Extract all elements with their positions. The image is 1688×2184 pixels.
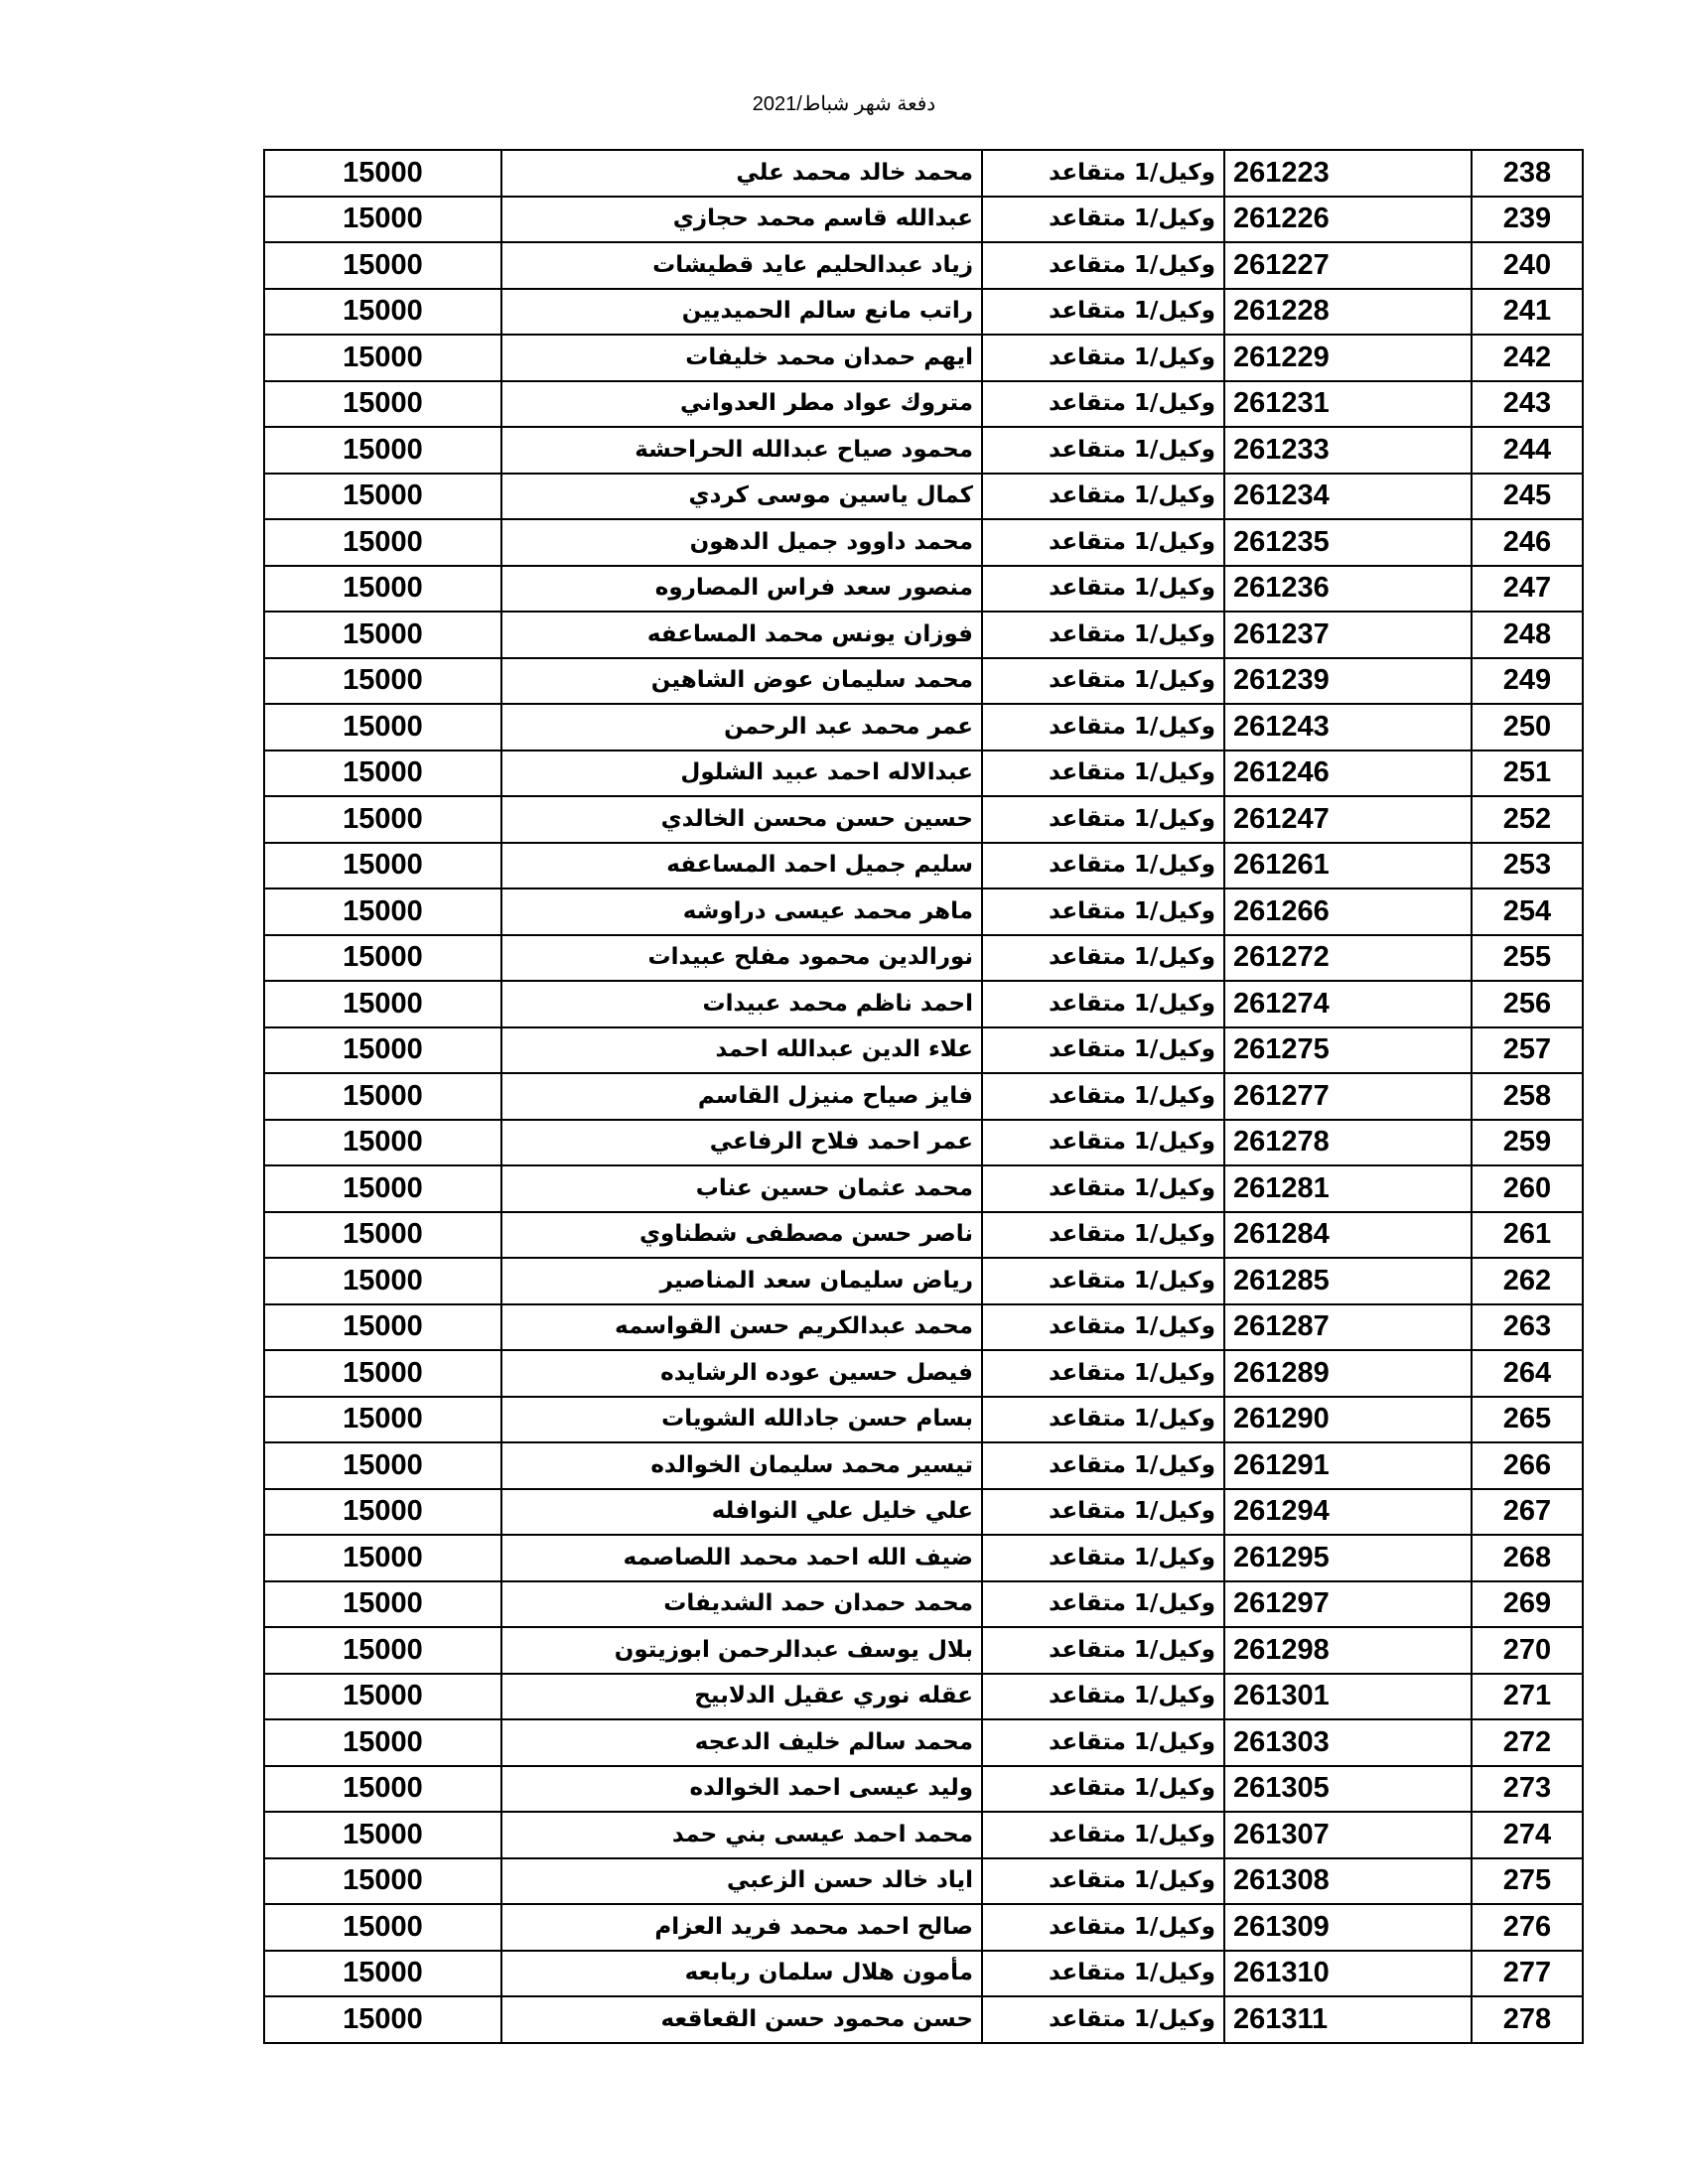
sequence-cell: 244 — [1472, 427, 1583, 474]
table-row — [264, 427, 1583, 474]
id-number-cell: 261243 — [1224, 704, 1472, 751]
rank-cell: وكيل/1 متقاعد — [982, 1073, 1224, 1120]
rank-cell: وكيل/1 متقاعد — [982, 566, 1224, 613]
id-number-cell: 261236 — [1224, 566, 1472, 613]
table-row — [264, 935, 1583, 982]
sequence-cell: 262 — [1472, 1258, 1583, 1304]
table-row — [264, 751, 1583, 797]
table-row — [264, 1719, 1583, 1766]
table-row — [264, 1674, 1583, 1720]
id-number-cell: 261310 — [1224, 1951, 1472, 1997]
amount-cell: 15000 — [264, 1719, 501, 1766]
id-number-cell: 261261 — [1224, 843, 1472, 889]
table-row — [264, 1951, 1583, 1997]
table-row — [264, 658, 1583, 705]
name-cell: زياد عبدالحليم عايد قطيشات — [501, 242, 982, 289]
id-number-cell: 261229 — [1224, 335, 1472, 381]
rank-cell: وكيل/1 متقاعد — [982, 935, 1224, 982]
amount-cell: 15000 — [264, 1397, 501, 1443]
table-row — [264, 519, 1583, 566]
amount-cell: 15000 — [264, 1996, 501, 2043]
sequence-cell: 277 — [1472, 1951, 1583, 1997]
name-cell: عمر احمد فلاح الرفاعي — [501, 1120, 982, 1166]
sequence-cell: 257 — [1472, 1027, 1583, 1074]
name-cell: وليد عيسى احمد الخوالده — [501, 1766, 982, 1813]
table-row — [264, 612, 1583, 658]
amount-cell: 15000 — [264, 612, 501, 658]
table-row — [264, 1027, 1583, 1074]
sequence-cell: 273 — [1472, 1766, 1583, 1813]
roster-body — [264, 150, 1583, 2043]
table-row — [264, 1397, 1583, 1443]
name-cell: بسام حسن جادالله الشويات — [501, 1397, 982, 1443]
rank-cell: وكيل/1 متقاعد — [982, 1027, 1224, 1074]
name-cell: نورالدين محمود مفلح عبيدات — [501, 935, 982, 982]
sequence-cell: 253 — [1472, 843, 1583, 889]
name-cell: حسين حسن محسن الخالدي — [501, 796, 982, 843]
amount-cell: 15000 — [264, 1858, 501, 1905]
rank-cell: وكيل/1 متقاعد — [982, 1858, 1224, 1905]
amount-cell: 15000 — [264, 1165, 501, 1212]
page-title: دفعة شهر شباط/2021 — [752, 93, 936, 115]
rank-cell: وكيل/1 متقاعد — [982, 1719, 1224, 1766]
rank-cell: وكيل/1 متقاعد — [982, 335, 1224, 381]
sequence-cell: 275 — [1472, 1858, 1583, 1905]
id-number-cell: 261237 — [1224, 612, 1472, 658]
name-cell: محمد سالم خليف الدعجه — [501, 1719, 982, 1766]
table-row — [264, 335, 1583, 381]
name-cell: عبدالاله احمد عبيد الشلول — [501, 751, 982, 797]
sequence-cell: 249 — [1472, 658, 1583, 705]
table-row — [264, 566, 1583, 613]
table-row — [264, 474, 1583, 520]
table-row — [264, 1581, 1583, 1628]
id-number-cell: 261307 — [1224, 1812, 1472, 1858]
id-number-cell: 261234 — [1224, 474, 1472, 520]
name-cell: محمد سليمان عوض الشاهين — [501, 658, 982, 705]
id-number-cell: 261233 — [1224, 427, 1472, 474]
name-cell: اياد خالد حسن الزعبي — [501, 1858, 982, 1905]
table-row — [264, 1812, 1583, 1858]
name-cell: ناصر حسن مصطفى شطناوي — [501, 1212, 982, 1259]
id-number-cell: 261284 — [1224, 1212, 1472, 1259]
name-cell: ماهر محمد عيسى دراوشه — [501, 888, 982, 935]
amount-cell: 15000 — [264, 242, 501, 289]
rank-cell: وكيل/1 متقاعد — [982, 1258, 1224, 1304]
id-number-cell: 261226 — [1224, 197, 1472, 243]
amount-cell: 15000 — [264, 751, 501, 797]
sequence-cell: 238 — [1472, 150, 1583, 197]
name-cell: فايز صياح منيزل القاسم — [501, 1073, 982, 1120]
table-row — [264, 888, 1583, 935]
id-number-cell: 261235 — [1224, 519, 1472, 566]
amount-cell: 15000 — [264, 981, 501, 1027]
rank-cell: وكيل/1 متقاعد — [982, 1165, 1224, 1212]
table-row — [264, 1350, 1583, 1397]
amount-cell: 15000 — [264, 519, 501, 566]
rank-cell: وكيل/1 متقاعد — [982, 381, 1224, 428]
table-row — [264, 796, 1583, 843]
sequence-cell: 245 — [1472, 474, 1583, 520]
table-row — [264, 1304, 1583, 1351]
table-row — [264, 1258, 1583, 1304]
amount-cell: 15000 — [264, 796, 501, 843]
rank-cell: وكيل/1 متقاعد — [982, 1397, 1224, 1443]
rank-cell: وكيل/1 متقاعد — [982, 1489, 1224, 1536]
name-cell: محمود صياح عبدالله الحراحشة — [501, 427, 982, 474]
rank-cell: وكيل/1 متقاعد — [982, 1304, 1224, 1351]
table-row — [264, 1442, 1583, 1489]
id-number-cell: 261274 — [1224, 981, 1472, 1027]
sequence-cell: 264 — [1472, 1350, 1583, 1397]
table-row — [264, 1858, 1583, 1905]
amount-cell: 15000 — [264, 1304, 501, 1351]
name-cell: رياض سليمان سعد المناصير — [501, 1258, 982, 1304]
amount-cell: 15000 — [264, 1073, 501, 1120]
name-cell: ايهم حمدان محمد خليفات — [501, 335, 982, 381]
rank-cell: وكيل/1 متقاعد — [982, 843, 1224, 889]
name-cell: كمال ياسين موسى كردي — [501, 474, 982, 520]
id-number-cell: 261266 — [1224, 888, 1472, 935]
name-cell: حسن محمود حسن القعاقعه — [501, 1996, 982, 2043]
name-cell: ضيف الله احمد محمد اللصاصمه — [501, 1535, 982, 1581]
rank-cell: وكيل/1 متقاعد — [982, 1996, 1224, 2043]
sequence-cell: 265 — [1472, 1397, 1583, 1443]
rank-cell: وكيل/1 متقاعد — [982, 1766, 1224, 1813]
sequence-cell: 269 — [1472, 1581, 1583, 1628]
table-row — [264, 1904, 1583, 1951]
sequence-cell: 276 — [1472, 1904, 1583, 1951]
amount-cell: 15000 — [264, 1442, 501, 1489]
id-number-cell: 261272 — [1224, 935, 1472, 982]
sequence-cell: 271 — [1472, 1674, 1583, 1720]
table-row — [264, 1120, 1583, 1166]
name-cell: فوزان يونس محمد المساعفه — [501, 612, 982, 658]
rank-cell: وكيل/1 متقاعد — [982, 289, 1224, 336]
rank-cell: وكيل/1 متقاعد — [982, 474, 1224, 520]
table-row — [264, 1212, 1583, 1259]
amount-cell: 15000 — [264, 1627, 501, 1674]
sequence-cell: 260 — [1472, 1165, 1583, 1212]
amount-cell: 15000 — [264, 197, 501, 243]
amount-cell: 15000 — [264, 1120, 501, 1166]
amount-cell: 15000 — [264, 566, 501, 613]
amount-cell: 15000 — [264, 1027, 501, 1074]
table-row — [264, 242, 1583, 289]
sequence-cell: 251 — [1472, 751, 1583, 797]
sequence-cell: 243 — [1472, 381, 1583, 428]
sequence-cell: 278 — [1472, 1996, 1583, 2043]
rank-cell: وكيل/1 متقاعد — [982, 981, 1224, 1027]
rank-cell: وكيل/1 متقاعد — [982, 612, 1224, 658]
amount-cell: 15000 — [264, 1350, 501, 1397]
name-cell: سليم جميل احمد المساعفه — [501, 843, 982, 889]
id-number-cell: 261309 — [1224, 1904, 1472, 1951]
sequence-cell: 270 — [1472, 1627, 1583, 1674]
sequence-cell: 268 — [1472, 1535, 1583, 1581]
rank-cell: وكيل/1 متقاعد — [982, 150, 1224, 197]
table-row — [264, 1073, 1583, 1120]
id-number-cell: 261291 — [1224, 1442, 1472, 1489]
amount-cell: 15000 — [264, 289, 501, 336]
sequence-cell: 255 — [1472, 935, 1583, 982]
amount-cell: 15000 — [264, 1489, 501, 1536]
table-row — [264, 704, 1583, 751]
id-number-cell: 261301 — [1224, 1674, 1472, 1720]
table-row — [264, 289, 1583, 336]
sequence-cell: 258 — [1472, 1073, 1583, 1120]
amount-cell: 15000 — [264, 704, 501, 751]
name-cell: تيسير محمد سليمان الخوالده — [501, 1442, 982, 1489]
id-number-cell: 261228 — [1224, 289, 1472, 336]
rank-cell: وكيل/1 متقاعد — [982, 197, 1224, 243]
amount-cell: 15000 — [264, 150, 501, 197]
sequence-cell: 261 — [1472, 1212, 1583, 1259]
rank-cell: وكيل/1 متقاعد — [982, 519, 1224, 566]
table-row — [264, 1627, 1583, 1674]
amount-cell: 15000 — [264, 1581, 501, 1628]
table-row — [264, 150, 1583, 197]
table-row — [264, 197, 1583, 243]
sequence-cell: 241 — [1472, 289, 1583, 336]
name-cell: احمد ناظم محمد عبيدات — [501, 981, 982, 1027]
amount-cell: 15000 — [264, 1766, 501, 1813]
amount-cell: 15000 — [264, 381, 501, 428]
id-number-cell: 261247 — [1224, 796, 1472, 843]
rank-cell: وكيل/1 متقاعد — [982, 1674, 1224, 1720]
sequence-cell: 239 — [1472, 197, 1583, 243]
table-row — [264, 843, 1583, 889]
rank-cell: وكيل/1 متقاعد — [982, 1442, 1224, 1489]
name-cell: عبدالله قاسم محمد حجازي — [501, 197, 982, 243]
amount-cell: 15000 — [264, 843, 501, 889]
sequence-cell: 252 — [1472, 796, 1583, 843]
id-number-cell: 261298 — [1224, 1627, 1472, 1674]
amount-cell: 15000 — [264, 1535, 501, 1581]
sequence-cell: 274 — [1472, 1812, 1583, 1858]
id-number-cell: 261277 — [1224, 1073, 1472, 1120]
id-number-cell: 261285 — [1224, 1258, 1472, 1304]
table-row — [264, 381, 1583, 428]
rank-cell: وكيل/1 متقاعد — [982, 888, 1224, 935]
sequence-cell: 240 — [1472, 242, 1583, 289]
amount-cell: 15000 — [264, 335, 501, 381]
amount-cell: 15000 — [264, 935, 501, 982]
name-cell: صالح احمد محمد فريد العزام — [501, 1904, 982, 1951]
table-row — [264, 1165, 1583, 1212]
rank-cell: وكيل/1 متقاعد — [982, 658, 1224, 705]
id-number-cell: 261290 — [1224, 1397, 1472, 1443]
id-number-cell: 261287 — [1224, 1304, 1472, 1351]
table-row — [264, 1996, 1583, 2043]
amount-cell: 15000 — [264, 427, 501, 474]
id-number-cell: 261239 — [1224, 658, 1472, 705]
id-number-cell: 261295 — [1224, 1535, 1472, 1581]
name-cell: محمد عثمان حسين عناب — [501, 1165, 982, 1212]
sequence-cell: 266 — [1472, 1442, 1583, 1489]
id-number-cell: 261275 — [1224, 1027, 1472, 1074]
amount-cell: 15000 — [264, 1951, 501, 1997]
rank-cell: وكيل/1 متقاعد — [982, 1535, 1224, 1581]
table-row — [264, 1766, 1583, 1813]
sequence-cell: 254 — [1472, 888, 1583, 935]
sequence-cell: 248 — [1472, 612, 1583, 658]
amount-cell: 15000 — [264, 474, 501, 520]
name-cell: مأمون هلال سلمان ربابعه — [501, 1951, 982, 1997]
rank-cell: وكيل/1 متقاعد — [982, 1812, 1224, 1858]
name-cell: عمر محمد عبد الرحمن — [501, 704, 982, 751]
table-row — [264, 981, 1583, 1027]
id-number-cell: 261231 — [1224, 381, 1472, 428]
name-cell: بلال يوسف عبدالرحمن ابوزيتون — [501, 1627, 982, 1674]
rank-cell: وكيل/1 متقاعد — [982, 751, 1224, 797]
rank-cell: وكيل/1 متقاعد — [982, 1904, 1224, 1951]
name-cell: محمد عبدالكريم حسن القواسمه — [501, 1304, 982, 1351]
id-number-cell: 261278 — [1224, 1120, 1472, 1166]
amount-cell: 15000 — [264, 1212, 501, 1259]
sequence-cell: 256 — [1472, 981, 1583, 1027]
sequence-cell: 242 — [1472, 335, 1583, 381]
sequence-cell: 263 — [1472, 1304, 1583, 1351]
sequence-cell: 272 — [1472, 1719, 1583, 1766]
rank-cell: وكيل/1 متقاعد — [982, 1951, 1224, 1997]
name-cell: محمد حمدان حمد الشديفات — [501, 1581, 982, 1628]
id-number-cell: 261305 — [1224, 1766, 1472, 1813]
rank-cell: وكيل/1 متقاعد — [982, 1120, 1224, 1166]
rank-cell: وكيل/1 متقاعد — [982, 242, 1224, 289]
amount-cell: 15000 — [264, 1674, 501, 1720]
amount-cell: 15000 — [264, 658, 501, 705]
sequence-cell: 250 — [1472, 704, 1583, 751]
rank-cell: وكيل/1 متقاعد — [982, 427, 1224, 474]
name-cell: راتب مانع سالم الحميديين — [501, 289, 982, 336]
name-cell: محمد خالد محمد علي — [501, 150, 982, 197]
rank-cell: وكيل/1 متقاعد — [982, 1581, 1224, 1628]
id-number-cell: 261223 — [1224, 150, 1472, 197]
sequence-cell: 267 — [1472, 1489, 1583, 1536]
rank-cell: وكيل/1 متقاعد — [982, 796, 1224, 843]
id-number-cell: 261294 — [1224, 1489, 1472, 1536]
rank-cell: وكيل/1 متقاعد — [982, 1627, 1224, 1674]
name-cell: علي خليل علي النوافله — [501, 1489, 982, 1536]
amount-cell: 15000 — [264, 1258, 501, 1304]
id-number-cell: 261303 — [1224, 1719, 1472, 1766]
sequence-cell: 247 — [1472, 566, 1583, 613]
id-number-cell: 261311 — [1224, 1996, 1472, 2043]
name-cell: منصور سعد فراس المصاروه — [501, 566, 982, 613]
id-number-cell: 261289 — [1224, 1350, 1472, 1397]
id-number-cell: 261246 — [1224, 751, 1472, 797]
name-cell: فيصل حسين عوده الرشايده — [501, 1350, 982, 1397]
id-number-cell: 261281 — [1224, 1165, 1472, 1212]
id-number-cell: 261308 — [1224, 1858, 1472, 1905]
name-cell: محمد احمد عيسى بني حمد — [501, 1812, 982, 1858]
rank-cell: وكيل/1 متقاعد — [982, 704, 1224, 751]
name-cell: محمد داوود جميل الدهون — [501, 519, 982, 566]
amount-cell: 15000 — [264, 1904, 501, 1951]
payment-roster-table — [263, 149, 1584, 2044]
rank-cell: وكيل/1 متقاعد — [982, 1350, 1224, 1397]
sequence-cell: 246 — [1472, 519, 1583, 566]
table-row — [264, 1535, 1583, 1581]
name-cell: عقله نوري عقيل الدلابيح — [501, 1674, 982, 1720]
rank-cell: وكيل/1 متقاعد — [982, 1212, 1224, 1259]
amount-cell: 15000 — [264, 888, 501, 935]
table-row — [264, 1489, 1583, 1536]
amount-cell: 15000 — [264, 1812, 501, 1858]
name-cell: علاء الدين عبدالله احمد — [501, 1027, 982, 1074]
id-number-cell: 261227 — [1224, 242, 1472, 289]
name-cell: متروك عواد مطر العدواني — [501, 381, 982, 428]
id-number-cell: 261297 — [1224, 1581, 1472, 1628]
sequence-cell: 259 — [1472, 1120, 1583, 1166]
